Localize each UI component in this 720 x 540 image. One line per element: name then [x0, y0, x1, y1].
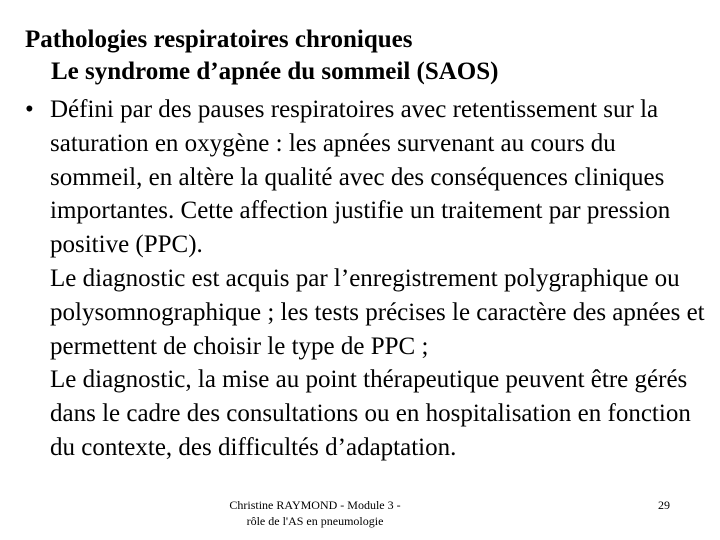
footer-author [215, 497, 415, 529]
title-line-2: Le syndrome d’apnée du sommeil (SAOS) [51, 58, 499, 85]
paragraph-1: Défini par des pauses respiratoires avec retentissement sur la saturation en oxygène : les apnées survenant au cours du sommeil, en altère la qualité avec des conséquences cliniques importantes. Cette affection justifie un traitement par pression positive (PPC). [50, 96, 671, 259]
title-line-1: Pathologies respiratoires chroniques [25, 26, 413, 53]
footer-author-line-2: rôle de l'AS en pneumologie [246, 514, 384, 528]
paragraph-3: Le diagnostic, la mise au point thérapeutique peuvent être gérés dans le cadre des consultations ou en hospitalisation en fonction du contexte, des difficultés d’adaptation. [50, 366, 691, 461]
bullet-item [25, 93, 705, 465]
bullet-icon: • [25, 96, 34, 123]
slide-title [25, 24, 499, 88]
page-number: 29 [658, 498, 670, 512]
footer-author-line-1: Christine RAYMOND - Module 3 - [229, 498, 401, 512]
paragraph-2: Le diagnostic est acquis par l’enregistrement polygraphique ou polysomnographique ; les tests précises le caractère des apnées et permettent de choisir le type de PPC ; [50, 264, 705, 360]
